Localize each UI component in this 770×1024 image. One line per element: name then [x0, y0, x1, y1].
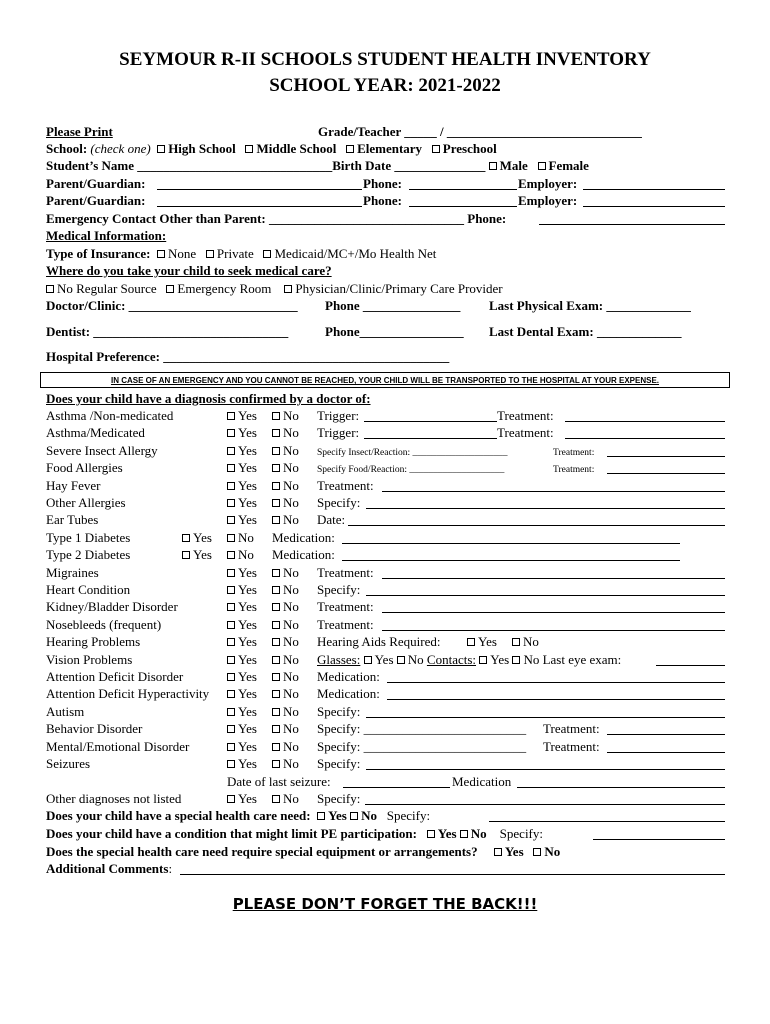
condition-name: Mental/Emotional Disorder	[46, 739, 190, 754]
condition-field-label: Medication:	[272, 547, 335, 562]
equipment-question: Does the special health care need require special equipment or arrangements?	[46, 844, 478, 859]
condition-name: Autism	[46, 704, 85, 719]
care-none-option[interactable]: No Regular Source	[46, 281, 157, 296]
last-physical-field[interactable]: Last Physical Exam: _____________	[489, 298, 691, 313]
condition-field-label: Specify:	[317, 756, 361, 771]
school-row	[46, 141, 497, 157]
condition-name: Severe Insect Allergy	[46, 443, 158, 458]
condition-treatment-label: Treatment:	[553, 448, 595, 458]
condition-field-label: Hearing Aids Required:	[317, 634, 441, 649]
parent2-phone-label: Phone:	[363, 193, 402, 208]
condition-yes-option[interactable]: Yes	[227, 652, 257, 668]
condition-yes-option[interactable]: Yes	[227, 686, 257, 702]
condition-yes-option[interactable]: Yes	[227, 582, 257, 598]
emergency-contact-field[interactable]: Emergency Contact Other than Parent: ______________________________ Phone:	[46, 211, 507, 226]
medical-info-heading: Medical Information:	[46, 228, 167, 243]
condition-no-option[interactable]: No	[272, 512, 299, 528]
condition-yes-option[interactable]: Yes	[227, 599, 257, 615]
pe-limit-specify: Specify:	[499, 826, 543, 841]
student-name-field[interactable]: Student’s Name ______________________________Birth Date ______________	[46, 158, 486, 173]
last-dental-field[interactable]: Last Dental Exam: _____________	[489, 324, 682, 339]
condition-field-label: Trigger:	[317, 425, 360, 440]
school-elementary-option[interactable]: Elementary	[346, 141, 422, 156]
contacts-no[interactable]: No	[512, 652, 539, 667]
contacts-yes[interactable]: Yes	[479, 652, 509, 667]
condition-name: Hay Fever	[46, 478, 101, 493]
equipment-no[interactable]: No	[533, 844, 560, 859]
dentist-phone-field[interactable]: Phone________________	[325, 324, 464, 339]
condition-yes-option[interactable]: Yes	[227, 495, 257, 511]
condition-no-option[interactable]: No	[272, 721, 299, 737]
condition-yes-option[interactable]: Yes	[227, 512, 257, 528]
condition-no-option[interactable]: No	[272, 617, 299, 633]
condition-name: Attention Deficit Disorder	[46, 669, 184, 684]
condition-field-label: Medication:	[317, 669, 380, 684]
condition-field-label: Treatment:	[317, 565, 374, 580]
parent1-phone-label: Phone:	[363, 176, 402, 191]
glasses-no[interactable]: No	[397, 652, 424, 667]
condition-yes-option[interactable]: Yes	[227, 408, 257, 424]
other-yes-option[interactable]: Yes	[227, 791, 257, 807]
condition-no-option[interactable]: No	[272, 565, 299, 581]
special-need-row	[46, 808, 430, 824]
care-physician-option[interactable]: Physician/Clinic/Primary Care Provider	[284, 281, 502, 296]
condition-no-option[interactable]: No	[272, 704, 299, 720]
condition-name: Other Allergies	[46, 495, 126, 510]
parent1-employer-label: Employer:	[518, 176, 578, 191]
please-print: Please Print	[46, 124, 113, 139]
condition-field-label: Medication:	[317, 686, 380, 701]
condition-name: Type 2 Diabetes	[46, 547, 131, 562]
condition-no-option[interactable]: No	[272, 582, 299, 598]
condition-name: Asthma/Medicated	[46, 425, 145, 440]
doctor-phone-field[interactable]: Phone _______________	[325, 298, 461, 313]
special-need-no[interactable]: No	[350, 808, 377, 823]
condition-field-label: Treatment:	[317, 599, 374, 614]
hospital-field[interactable]: Hospital Preference: ____________________________________________	[46, 349, 450, 364]
condition-no-option[interactable]: No	[272, 408, 299, 424]
condition-name: Asthma /Non-medicated	[46, 408, 174, 423]
condition-name: Attention Deficit Hyperactivity	[46, 686, 210, 701]
condition-field-label: Specify: _________________________	[317, 739, 527, 754]
condition-field-label: Treatment:	[317, 617, 374, 632]
condition-field-label: Date:	[317, 512, 346, 527]
condition-no-option[interactable]: No	[272, 599, 299, 615]
condition-yes-option[interactable]: Yes	[227, 425, 257, 441]
condition-yes-option[interactable]: Yes	[182, 547, 212, 563]
condition-field-label: Specify:	[317, 704, 361, 719]
insurance-none-option[interactable]: None	[157, 246, 196, 261]
doctor-field[interactable]: Doctor/Clinic: __________________________	[46, 298, 298, 313]
condition-treatment-label: Treatment:	[497, 425, 554, 440]
condition-yes-option[interactable]: Yes	[182, 530, 212, 546]
female-option[interactable]: Female	[538, 158, 589, 173]
care-row	[46, 281, 503, 297]
condition-no-option[interactable]: No	[272, 669, 299, 685]
condition-yes-option[interactable]: Yes	[227, 460, 257, 476]
last-eye-exam-label: Last eye exam:	[542, 652, 622, 667]
emergency-notice: IN CASE OF AN EMERGENCY AND YOU CANNOT BE REACHED, YOUR CHILD WILL BE TRANSPORTED TO THE HOSPITAL AT YOUR EXPENSE.	[40, 372, 730, 388]
condition-name: Vision Problems	[46, 652, 133, 667]
condition-no-option[interactable]: No	[272, 652, 299, 668]
grade-teacher-field[interactable]: Grade/Teacher _____ / ______________________________	[318, 124, 642, 139]
student-name-row[interactable]	[46, 158, 589, 174]
condition-name: Nosebleeds (frequent)	[46, 617, 162, 632]
school-label: School:	[46, 141, 88, 156]
additional-comments-label: Additional Comments:	[46, 861, 173, 876]
contacts-label: Contacts:	[426, 652, 477, 667]
condition-no-option[interactable]: No	[227, 547, 254, 563]
condition-name: Kidney/Bladder Disorder	[46, 599, 178, 614]
condition-yes-option[interactable]: Yes	[227, 617, 257, 633]
condition-no-option[interactable]: No	[272, 634, 299, 650]
school-high-option[interactable]: High School	[157, 141, 236, 156]
school-preschool-option[interactable]: Preschool	[432, 141, 497, 156]
condition-field-label: Specify Insect/Reaction: ____________________	[317, 448, 508, 458]
pe-limit-row	[46, 826, 543, 842]
equipment-yes[interactable]: Yes	[494, 844, 524, 859]
insurance-row	[46, 246, 436, 262]
condition-field-label: Treatment:	[317, 478, 374, 493]
condition-name: Hearing Problems	[46, 634, 141, 649]
condition-no-option[interactable]: No	[272, 478, 299, 494]
pe-limit-no[interactable]: No	[460, 826, 487, 841]
condition-no-option[interactable]: No	[227, 530, 254, 546]
insurance-medicaid-option[interactable]: Medicaid/MC+/Mo Health Net	[263, 246, 436, 261]
dentist-field[interactable]: Dentist: ______________________________	[46, 324, 289, 339]
condition-yes-option[interactable]: Yes	[227, 704, 257, 720]
condition-name: Migraines	[46, 565, 99, 580]
condition-yes-option[interactable]: Yes	[227, 721, 257, 737]
condition-treatment-label: Treatment:	[497, 408, 554, 423]
condition-yes-option[interactable]: Yes	[227, 634, 257, 650]
form-title: SEYMOUR R-II SCHOOLS STUDENT HEALTH INVENTORY	[119, 49, 651, 70]
condition-name: Type 1 Diabetes	[46, 530, 131, 545]
condition-yes-option[interactable]: Yes	[227, 739, 257, 755]
condition-name: Heart Condition	[46, 582, 131, 597]
special-need-question: Does your child have a special health care need:	[46, 808, 311, 823]
condition-field-label: Specify:	[317, 495, 361, 510]
care-er-option[interactable]: Emergency Room	[166, 281, 271, 296]
condition-treatment-label: Treatment:	[543, 739, 600, 754]
insurance-label: Type of Insurance:	[46, 246, 151, 261]
condition-yes-option[interactable]: Yes	[227, 756, 257, 772]
special-need-yes[interactable]: Yes	[317, 808, 347, 823]
footer-reminder: PLEASE DON’T FORGET THE BACK!!!	[232, 895, 538, 913]
condition-name: Food Allergies	[46, 460, 123, 475]
seizure-med-label: Medication	[452, 774, 512, 789]
condition-no-option[interactable]: No	[272, 495, 299, 511]
condition-field-label: Specify: _________________________	[317, 721, 527, 736]
diagnosis-question: Does your child have a diagnosis confirmed by a doctor of:	[46, 391, 371, 406]
condition-no-option[interactable]: No	[272, 739, 299, 755]
seizure-date-label: Date of last seizure:	[227, 774, 331, 789]
condition-yes-option[interactable]: Yes	[227, 669, 257, 685]
hearing-aid-no[interactable]: No	[512, 634, 539, 650]
condition-treatment-label: Treatment:	[543, 721, 600, 736]
condition-field-label: Medication:	[272, 530, 335, 545]
pe-limit-question: Does your child have a condition that might limit PE participation:	[46, 826, 417, 841]
where-care-question: Where do you take your child to seek medical care?	[46, 263, 332, 278]
condition-yes-option[interactable]: Yes	[227, 478, 257, 494]
condition-no-option[interactable]: No	[272, 460, 299, 476]
school-middle-option[interactable]: Middle School	[245, 141, 336, 156]
condition-no-option[interactable]: No	[272, 756, 299, 772]
condition-name: Ear Tubes	[46, 512, 99, 527]
condition-yes-option[interactable]: Yes	[227, 565, 257, 581]
other-no-option[interactable]: No	[272, 791, 299, 807]
vision-details	[317, 652, 621, 668]
condition-field-label: Trigger:	[317, 408, 360, 423]
other-diagnoses-label: Other diagnoses not listed	[46, 791, 182, 806]
condition-yes-option[interactable]: Yes	[227, 443, 257, 459]
condition-field-label: Specify:	[317, 582, 361, 597]
condition-name: Seizures	[46, 756, 91, 771]
condition-no-option[interactable]: No	[272, 443, 299, 459]
equipment-row	[46, 844, 560, 860]
parent1-label: Parent/Guardian:	[46, 176, 146, 191]
condition-treatment-label: Treatment:	[553, 465, 595, 475]
male-option[interactable]: Male	[489, 158, 528, 173]
insurance-private-option[interactable]: Private	[206, 246, 254, 261]
other-specify-label: Specify:	[317, 791, 361, 806]
condition-name: Behavior Disorder	[46, 721, 143, 736]
parent2-employer-label: Employer:	[518, 193, 578, 208]
special-need-specify: Specify:	[386, 808, 431, 823]
condition-field-label: Specify Food/Reaction: ____________________	[317, 465, 505, 475]
condition-no-option[interactable]: No	[272, 686, 299, 702]
check-one: (check one)	[90, 141, 151, 156]
condition-no-option[interactable]: No	[272, 425, 299, 441]
glasses-label: Glasses:	[317, 652, 361, 667]
glasses-yes[interactable]: Yes	[364, 652, 394, 667]
school-year: SCHOOL YEAR: 2021-2022	[269, 75, 501, 96]
hearing-aid-yes[interactable]: Yes	[467, 634, 497, 650]
pe-limit-yes[interactable]: Yes	[427, 826, 457, 841]
parent2-label: Parent/Guardian:	[46, 193, 146, 208]
